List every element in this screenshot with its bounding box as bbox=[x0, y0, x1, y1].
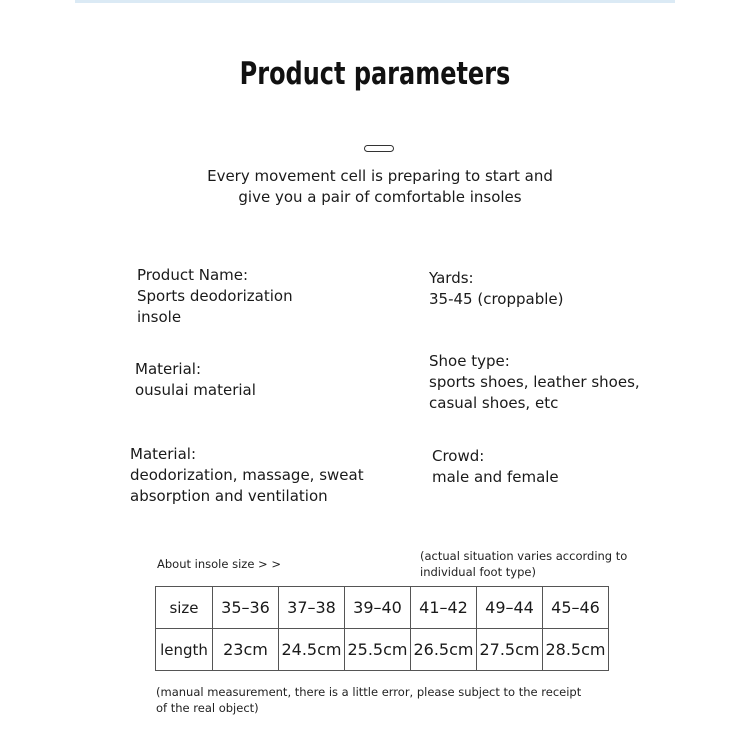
size-section-title: About insole size > > bbox=[157, 557, 281, 571]
table-cell: 24.5cm bbox=[279, 629, 345, 671]
param-crowd bbox=[432, 446, 559, 488]
param-value: 35-45 (croppable) bbox=[429, 290, 564, 308]
table-cell: 26.5cm bbox=[411, 629, 477, 671]
size-section-note bbox=[420, 548, 627, 580]
subtitle-line: Every movement cell is preparing to start and bbox=[207, 167, 553, 185]
param-label: Material: bbox=[130, 445, 196, 463]
table-cell: 35–36 bbox=[213, 587, 279, 629]
table-cell: 28.5cm bbox=[543, 629, 609, 671]
param-material-2 bbox=[130, 444, 364, 507]
param-value: male and female bbox=[432, 468, 559, 486]
page-title: Product parameters bbox=[239, 56, 511, 92]
subtitle-line: give you a pair of comfortable insoles bbox=[238, 188, 522, 206]
param-yards bbox=[429, 268, 563, 310]
table-cell: 27.5cm bbox=[477, 629, 543, 671]
top-divider bbox=[75, 0, 675, 3]
size-note-line: (actual situation varies according to bbox=[420, 549, 628, 563]
param-material-1 bbox=[135, 359, 256, 401]
table-cell: 37–38 bbox=[279, 587, 345, 629]
table-header-cell: length bbox=[156, 629, 213, 671]
table-cell: 25.5cm bbox=[345, 629, 411, 671]
size-table bbox=[155, 586, 609, 671]
param-label: Shoe type: bbox=[429, 352, 510, 370]
title-underline-pill bbox=[364, 145, 394, 152]
table-cell: 39–40 bbox=[345, 587, 411, 629]
table-header-cell: size bbox=[156, 587, 213, 629]
param-value: ousulai material bbox=[135, 381, 256, 399]
param-value: absorption and ventilation bbox=[130, 487, 328, 505]
measurement-note-line: (manual measurement, there is a little error, please subject to the receipt bbox=[156, 685, 582, 699]
param-label: Yards: bbox=[429, 269, 474, 287]
param-value: deodorization, massage, sweat bbox=[130, 466, 364, 484]
param-product-name bbox=[137, 265, 293, 328]
param-label: Product Name: bbox=[137, 266, 249, 284]
table-row-length bbox=[156, 629, 609, 671]
measurement-note-line: of the real object) bbox=[156, 701, 259, 715]
table-cell: 23cm bbox=[213, 629, 279, 671]
param-value: Sports deodorization bbox=[137, 287, 293, 305]
size-note-line: individual foot type) bbox=[420, 565, 536, 579]
param-shoe-type bbox=[429, 351, 640, 414]
table-row-size bbox=[156, 587, 609, 629]
param-value: casual shoes, etc bbox=[429, 394, 559, 412]
measurement-note bbox=[156, 684, 581, 716]
table-cell: 49–44 bbox=[477, 587, 543, 629]
param-label: Material: bbox=[135, 360, 201, 378]
param-value: insole bbox=[137, 308, 182, 326]
param-value: sports shoes, leather shoes, bbox=[429, 373, 640, 391]
subtitle bbox=[0, 166, 750, 208]
param-label: Crowd: bbox=[432, 447, 485, 465]
table-cell: 45–46 bbox=[543, 587, 609, 629]
table-cell: 41–42 bbox=[411, 587, 477, 629]
